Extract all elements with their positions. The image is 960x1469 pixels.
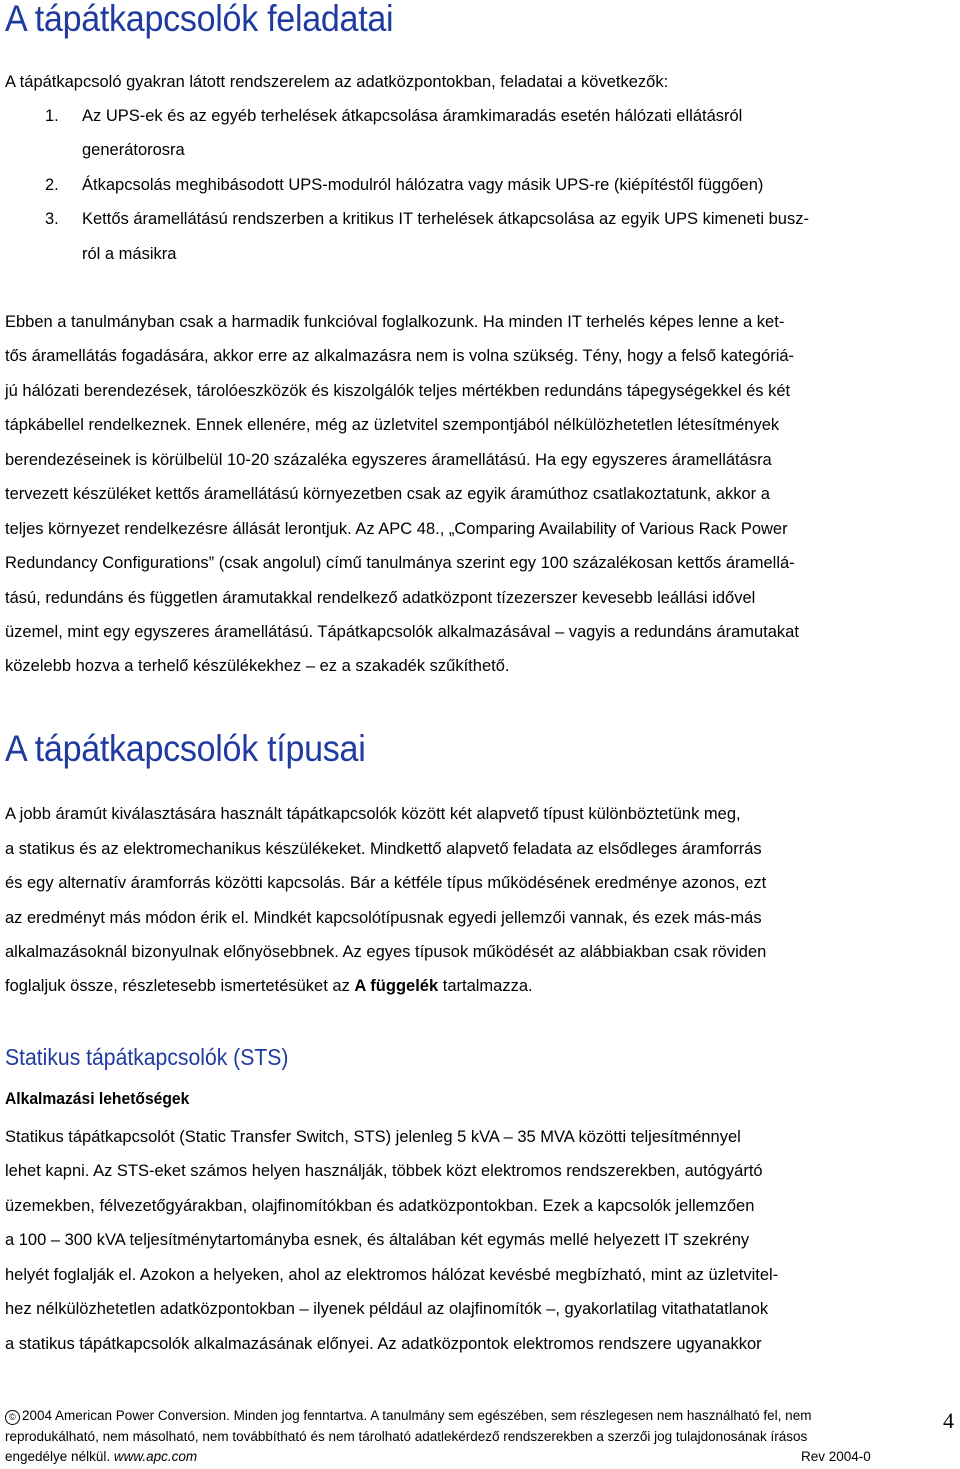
paragraph-text: foglaljuk össze, részletesebb ismertetésüket az bbox=[5, 977, 355, 995]
paragraph-line: a 100 – 300 kVA teljesítménytartományba esnek, és általában két egymás mellé helyezett IT szekrény bbox=[5, 1231, 750, 1249]
list-item-number: 1. bbox=[45, 107, 59, 125]
paragraph-line: teljes környezet rendelkezésre állását lerontjuk. Az APC 48., „Comparing Availability of Various Rack Power bbox=[5, 520, 788, 538]
section-title-types: A tápátkapcsolók típusai bbox=[5, 728, 366, 769]
paragraph-line: Ebben a tanulmányban csak a harmadik funkcióval foglalkozunk. Ha minden IT terhelés képes lenne a ket- bbox=[5, 313, 785, 331]
footer-line bbox=[5, 1408, 811, 1425]
paragraph-line: és egy alternatív áramforrás közötti kapcsolás. Bár a kétféle típus működésének eredménye azonos, ezt bbox=[5, 874, 767, 892]
revision-label: Rev 2004-0 bbox=[801, 1449, 871, 1464]
paragraph-line: hez nélkülözhetetlen adatközpontokban – ilyenek például az olajfinomítók –, gyakorlatilag vitathatatlanok bbox=[5, 1300, 769, 1318]
list-item-text: Átkapcsolás meghibásodott UPS-modulról hálózatra vagy másik UPS-re (kiépítéstől függően) bbox=[82, 176, 764, 194]
list-item-text: Kettős áramellátású rendszerben a kritikus IT terhelések átkapcsolása az egyik UPS kimeneti busz- bbox=[82, 210, 809, 228]
subsection-title-sts: Statikus tápátkapcsolók (STS) bbox=[5, 1044, 289, 1070]
paragraph-line: tású, redundáns és független áramutakkal rendelkező adatközpont tízezerszer kevesebb leállási idővel bbox=[5, 589, 756, 607]
section-title-functions: A tápátkapcsolók feladatai bbox=[5, 0, 394, 39]
footer-text: engedélye nélkül. bbox=[5, 1449, 114, 1464]
footer-line: reprodukálható, nem másolható, nem továbbítható és nem tárolható adatlekérdező rendszerekben a szerzői jog tulajdonosának írásos bbox=[5, 1429, 808, 1444]
list-item-number: 2. bbox=[45, 176, 59, 194]
paragraph-text: tartalmazza. bbox=[438, 977, 533, 995]
paragraph-line bbox=[5, 976, 533, 996]
paragraph-line: közelebb hozva a terhelő készülékekhez – ez a szakadék szűkíthető. bbox=[5, 657, 510, 675]
paragraph-line: helyét foglalják el. Azokon a helyeken, ahol az elektromos hálózat kevésbé megbízható, mint az üzletvitel- bbox=[5, 1266, 779, 1284]
paragraph-line: jú hálózati berendezések, tárolóeszközök és kiszolgálók teljes mértékben redundáns tápegységekkel és két bbox=[5, 382, 791, 400]
appendix-reference: A függelék bbox=[354, 977, 439, 995]
paragraph-line: a statikus tápátkapcsolók alkalmazásának előnyei. Az adatközpontok elektromos rendszere ugyanakkor bbox=[5, 1335, 762, 1353]
paragraph-line: üzemekben, félvezetőgyárakban, olajfinomítókban és adatközpontokban. Ezek a kapcsolók jellemzően bbox=[5, 1197, 755, 1215]
list-item-number: 3. bbox=[45, 210, 59, 228]
intro-text: A tápátkapcsoló gyakran látott rendszerelem az adatközpontokban, feladatai a következők: bbox=[5, 73, 669, 91]
paragraph-line: az eredményt más módon érik el. Mindkét kapcsolótípusnak egyedi jellemzői vannak, és ezek más-más bbox=[5, 909, 762, 927]
footer-copyright-text: 2004 American Power Conversion. Minden jog fenntartva. A tanulmány sem egészében, sem részlegesen nem használható fel, nem bbox=[22, 1408, 812, 1423]
footer-line bbox=[5, 1449, 905, 1465]
subsection-subtitle: Alkalmazási lehetőségek bbox=[5, 1089, 190, 1108]
page-number: 4 bbox=[943, 1408, 954, 1433]
paragraph-line: A jobb áramút kiválasztására használt tápátkapcsolók között két alapvető típust különböztetünk meg, bbox=[5, 805, 741, 823]
paragraph-line: tős áramellátás fogadására, akkor erre az alkalmazásra nem is volna szükség. Tény, hogy a felső kategóriá- bbox=[5, 347, 795, 365]
list-item-text: ról a másikra bbox=[82, 245, 177, 263]
paragraph-line: Statikus tápátkapcsolót (Static Transfer Switch, STS) jelenleg 5 kVA – 35 MVA közötti teljesítménnyel bbox=[5, 1128, 741, 1146]
list-item-text: Az UPS-ek és az egyéb terhelések átkapcsolása áramkimaradás esetén hálózati ellátásról bbox=[82, 107, 743, 125]
paragraph-line: berendezéseinek is körülbelül 10-20 százaléka egyszeres áramellátású. Ha egy egyszeres áramellátásra bbox=[5, 451, 772, 469]
paragraph-line: üzemel, mint egy egyszeres áramellátású. Tápátkapcsolók alkalmazásával – vagyis a redundáns áramutakat bbox=[5, 623, 799, 641]
copyright-icon: © bbox=[5, 1410, 20, 1425]
paragraph-line: lehet kapni. Az STS-eket számos helyen használják, többek közt elektromos rendszerekben, autógyártó bbox=[5, 1162, 763, 1180]
paragraph-line: a statikus és az elektromechanikus készülékeket. Mindkettő alapvető feladata az elsődleges áramforrás bbox=[5, 840, 762, 858]
paragraph-line: tervezett készüléket kettős áramellátású környezetben csak az egyik áramúthoz csatlakoztatunk, akkor a bbox=[5, 485, 770, 503]
paragraph-line: tápkábellel rendelkeznek. Ennek ellenére, még az üzletvitel szempontjából nélkülözhetetlen létesítmények bbox=[5, 416, 780, 434]
footer-url-link[interactable]: www.apc.com bbox=[113, 1449, 198, 1464]
list-item-text: generátorosra bbox=[82, 141, 185, 159]
paragraph-line: Redundancy Configurations” (csak angolul) című tanulmánya szerint egy 100 százalékosan kettős áramellá- bbox=[5, 554, 795, 572]
paragraph-line: alkalmazásoknál bizonyulnak előnyösebbnek. Az egyes típusok működését az alábbiakban csak röviden bbox=[5, 943, 767, 961]
